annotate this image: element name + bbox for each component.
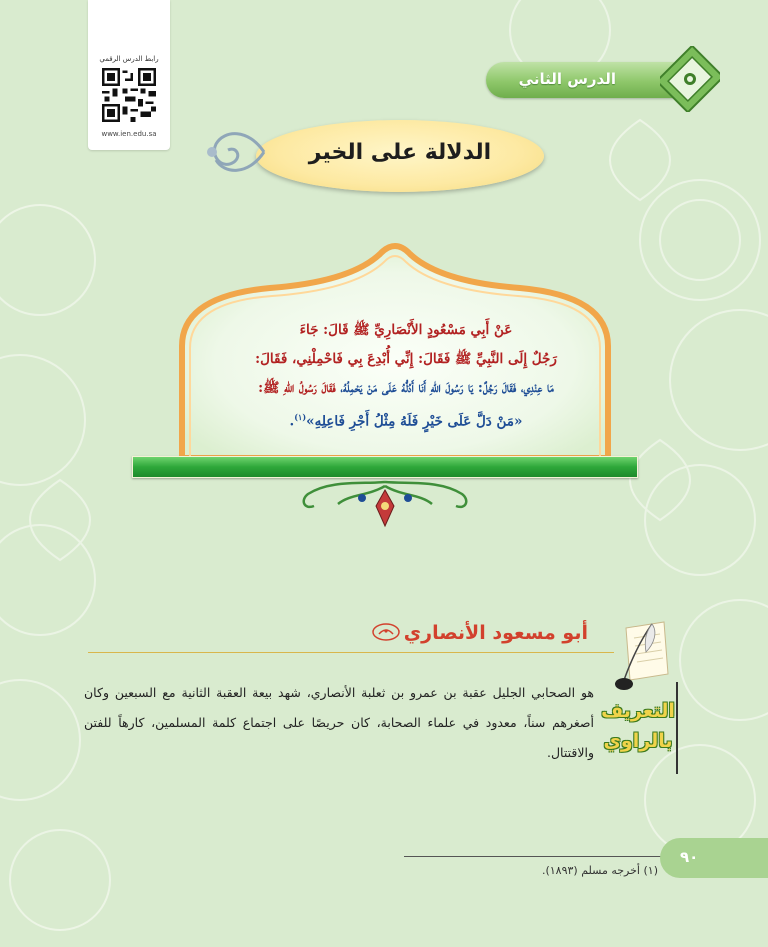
honorific-icon <box>372 622 400 642</box>
lesson-title: الدلالة على الخير <box>308 140 492 165</box>
quill-paper-icon <box>612 618 670 692</box>
hadith-segment: فَقَالَ رَسُولُ اللهِ ﷺ: <box>258 380 341 396</box>
tag-line-2: بالراوي <box>603 730 673 752</box>
hadith-segment: مَا عِنْدِي، فَقَالَ رَجُلٌ: يَا رَسُولَ اللهِ أَنَا أَدُلُّهُ عَلَى مَنْ يَحْمِلُهُ، <box>340 380 554 396</box>
lesson-label: الدرس الثاني <box>518 70 616 88</box>
narrator-heading: أبو مسعود الأنصاري <box>403 622 588 644</box>
lesson-ribbon <box>486 62 674 98</box>
qr-code-icon[interactable] <box>102 68 156 122</box>
hadith-line-2 <box>196 345 616 374</box>
narrator-bio: هو الصحابي الجليل عقبة بن عمرو بن ثعلبة الأنصاري، شهد بيعة العقبة الثانية مع السبعين وكان أصغرهم سناً، معدود في علماء الصحابة، كان حريصًا على اجتماع كلمة المسلمين، كارهاً للفتن والاقتتال. <box>84 685 594 760</box>
footnote-text: (١) أخرجه مسلم (١٨٩٣). <box>541 864 658 877</box>
lesson-ornament-icon <box>660 46 720 112</box>
hadith-green-bar <box>132 456 638 478</box>
footnote-mark[interactable]: (١) <box>294 412 307 422</box>
page-number-tab <box>660 838 768 878</box>
qr-url[interactable]: www.ien.edu.sa <box>101 130 157 138</box>
hadith-segment: «مَنْ دَلَّ عَلَى خَيْرٍ فَلَهُ مِثْلُ أَجْرِ فَاعِلِهِ» <box>306 413 523 430</box>
footnote-separator <box>404 856 664 857</box>
hadith-line-4 <box>196 403 616 437</box>
qr-label: رابط الدرس الرقمي <box>99 55 159 63</box>
page-number: ٩٠ <box>680 848 699 866</box>
floral-ornament-icon <box>290 476 480 530</box>
qr-card[interactable] <box>88 0 170 150</box>
hadith-end: . <box>289 413 295 430</box>
section-divider <box>88 652 614 653</box>
hadith-line-1 <box>196 316 616 345</box>
hadith-segment: عَنْ أَبِي مَسْعُودٍ الأَنْصَارِيِّ ﷺ قَالَ: جَاءَ <box>299 322 513 338</box>
hadith-text <box>196 316 616 437</box>
narrator-tag <box>600 682 678 774</box>
hadith-line-3 <box>196 374 616 403</box>
hadith-segment: رَجُلٌ إِلَى النَّبِيِّ ﷺ فَقَالَ: إِنِّي أُبْدِعَ بِي فَاحْمِلْنِي، فَقَالَ: <box>255 351 557 367</box>
tag-line-1: التعريف <box>601 700 675 722</box>
